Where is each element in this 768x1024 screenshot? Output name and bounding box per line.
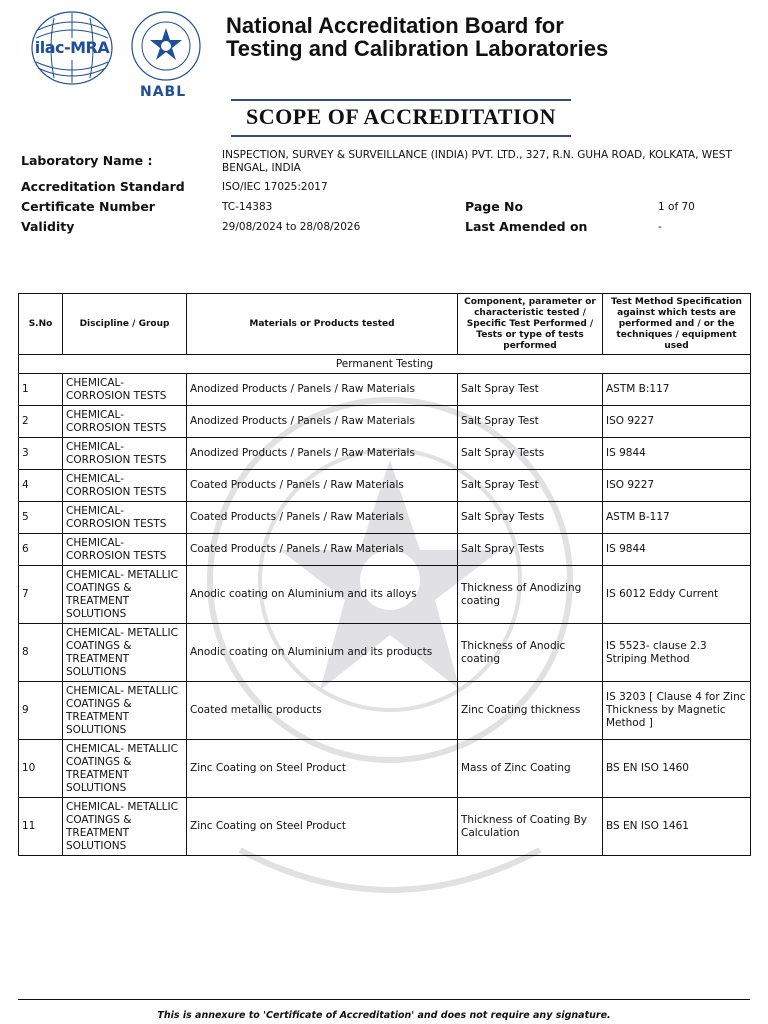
- col-header-method: Test Method Specification against which tests are performed and / or the techniques / equipment used: [603, 294, 751, 355]
- col-header-sno: S.No: [19, 294, 63, 355]
- cell-component: Mass of Zinc Coating: [458, 740, 603, 798]
- cell-sno: 10: [19, 740, 63, 798]
- cell-discipline: CHEMICAL- METALLIC COATINGS & TREATMENT SOLUTIONS: [63, 624, 187, 682]
- ilac-logo-text: ilac-MRA: [34, 38, 110, 57]
- validity-value: 29/08/2024 to 28/08/2026: [222, 221, 361, 233]
- table-row: [19, 502, 751, 534]
- org-name-line-2: Testing and Calibration Laboratories: [226, 36, 609, 61]
- organization-name: [226, 14, 608, 60]
- section-label: Permanent Testing: [19, 355, 751, 374]
- scope-table: [18, 293, 751, 856]
- table-row: [19, 438, 751, 470]
- cell-sno: 5: [19, 502, 63, 534]
- table-row: [19, 374, 751, 406]
- cell-component: Salt Spray Test: [458, 406, 603, 438]
- cell-component: Salt Spray Test: [458, 470, 603, 502]
- cell-discipline: CHEMICAL- CORROSION TESTS: [63, 534, 187, 566]
- table-row: [19, 470, 751, 502]
- cell-method: IS 5523- clause 2.3 Striping Method: [603, 624, 751, 682]
- cell-method: IS 6012 Eddy Current: [603, 566, 751, 624]
- cell-sno: 3: [19, 438, 63, 470]
- cell-method: IS 9844: [603, 534, 751, 566]
- cell-sno: 1: [19, 374, 63, 406]
- cell-discipline: CHEMICAL- METALLIC COATINGS & TREATMENT SOLUTIONS: [63, 566, 187, 624]
- table-row: [19, 566, 751, 624]
- table-row: [19, 682, 751, 740]
- cell-discipline: CHEMICAL- CORROSION TESTS: [63, 438, 187, 470]
- standard-label: Accreditation Standard: [21, 179, 185, 194]
- table-row: [19, 798, 751, 856]
- validity-label: Validity: [21, 219, 75, 234]
- cell-discipline: CHEMICAL- CORROSION TESTS: [63, 502, 187, 534]
- table-row: [19, 740, 751, 798]
- cell-materials: Zinc Coating on Steel Product: [187, 798, 458, 856]
- footer-divider: [18, 999, 750, 1000]
- cell-materials: Coated Products / Panels / Raw Materials: [187, 470, 458, 502]
- cell-method: IS 3203 [ Clause 4 for Zinc Thickness by Magnetic Method ]: [603, 682, 751, 740]
- org-name-line-1: National Accreditation Board for: [226, 13, 564, 38]
- cell-materials: Anodic coating on Aluminium and its alloys: [187, 566, 458, 624]
- nabl-logo-text: NABL: [140, 84, 187, 100]
- page-no-value: 1 of 70: [658, 201, 695, 213]
- certificate-value: TC-14383: [222, 201, 273, 213]
- cell-materials: Coated metallic products: [187, 682, 458, 740]
- cell-method: IS 9844: [603, 438, 751, 470]
- cell-sno: 8: [19, 624, 63, 682]
- cell-method: ASTM B:117: [603, 374, 751, 406]
- cell-discipline: CHEMICAL- METALLIC COATINGS & TREATMENT SOLUTIONS: [63, 682, 187, 740]
- certificate-label: Certificate Number: [21, 199, 155, 214]
- cell-materials: Coated Products / Panels / Raw Materials: [187, 534, 458, 566]
- scope-title-banner: [231, 99, 571, 137]
- cell-method: BS EN ISO 1461: [603, 798, 751, 856]
- cell-discipline: CHEMICAL- CORROSION TESTS: [63, 406, 187, 438]
- cell-method: ISO 9227: [603, 470, 751, 502]
- cell-sno: 2: [19, 406, 63, 438]
- cell-method: ASTM B-117: [603, 502, 751, 534]
- col-header-discipline: Discipline / Group: [63, 294, 187, 355]
- section-row: [19, 355, 751, 374]
- table-row: [19, 534, 751, 566]
- cell-component: Salt Spray Tests: [458, 502, 603, 534]
- last-amended-label: Last Amended on: [465, 219, 588, 234]
- page-no-label: Page No: [465, 199, 524, 214]
- scope-title: SCOPE OF ACCREDITATION: [245, 104, 557, 129]
- cell-sno: 9: [19, 682, 63, 740]
- cell-discipline: CHEMICAL- CORROSION TESTS: [63, 470, 187, 502]
- last-amended-value: -: [658, 221, 662, 233]
- cell-materials: Anodized Products / Panels / Raw Materials: [187, 406, 458, 438]
- cell-materials: Anodized Products / Panels / Raw Materials: [187, 438, 458, 470]
- cell-component: Salt Spray Tests: [458, 534, 603, 566]
- cell-materials: Zinc Coating on Steel Product: [187, 740, 458, 798]
- cell-method: ISO 9227: [603, 406, 751, 438]
- logo-group: [28, 8, 204, 102]
- footer-note: This is annexure to 'Certificate of Accreditation' and does not require any signature.: [157, 1010, 611, 1021]
- cell-discipline: CHEMICAL- METALLIC COATINGS & TREATMENT SOLUTIONS: [63, 798, 187, 856]
- cell-component: Zinc Coating thickness: [458, 682, 603, 740]
- nabl-seal-logo: [130, 10, 202, 82]
- lab-name-line-2: BENGAL, INDIA: [222, 162, 301, 174]
- lab-name-line-1: INSPECTION, SURVEY & SURVEILLANCE (INDIA) PVT. LTD., 327, R.N. GUHA ROAD, KOLKATA, WEST: [222, 149, 732, 161]
- cell-component: Salt Spray Tests: [458, 438, 603, 470]
- lab-name-value: [222, 149, 752, 175]
- cell-component: Salt Spray Test: [458, 374, 603, 406]
- cell-method: BS EN ISO 1460: [603, 740, 751, 798]
- col-header-component: Component, parameter or characteristic tested / Specific Test Performed / Tests or type of tests performed: [458, 294, 603, 355]
- standard-value: ISO/IEC 17025:2017: [222, 181, 328, 193]
- cell-materials: Coated Products / Panels / Raw Materials: [187, 502, 458, 534]
- table-row: [19, 406, 751, 438]
- table-header-row: [19, 294, 751, 355]
- col-header-materials: Materials or Products tested: [187, 294, 458, 355]
- cell-sno: 11: [19, 798, 63, 856]
- cell-materials: Anodic coating on Aluminium and its products: [187, 624, 458, 682]
- lab-name-label: Laboratory Name :: [21, 153, 153, 168]
- cell-sno: 7: [19, 566, 63, 624]
- cell-component: Thickness of Anodizing coating: [458, 566, 603, 624]
- table-row: [19, 624, 751, 682]
- cell-component: Thickness of Coating By Calculation: [458, 798, 603, 856]
- cell-materials: Anodized Products / Panels / Raw Materials: [187, 374, 458, 406]
- cell-sno: 6: [19, 534, 63, 566]
- cell-component: Thickness of Anodic coating: [458, 624, 603, 682]
- cell-sno: 4: [19, 470, 63, 502]
- cell-discipline: CHEMICAL- CORROSION TESTS: [63, 374, 187, 406]
- cell-discipline: CHEMICAL- METALLIC COATINGS & TREATMENT SOLUTIONS: [63, 740, 187, 798]
